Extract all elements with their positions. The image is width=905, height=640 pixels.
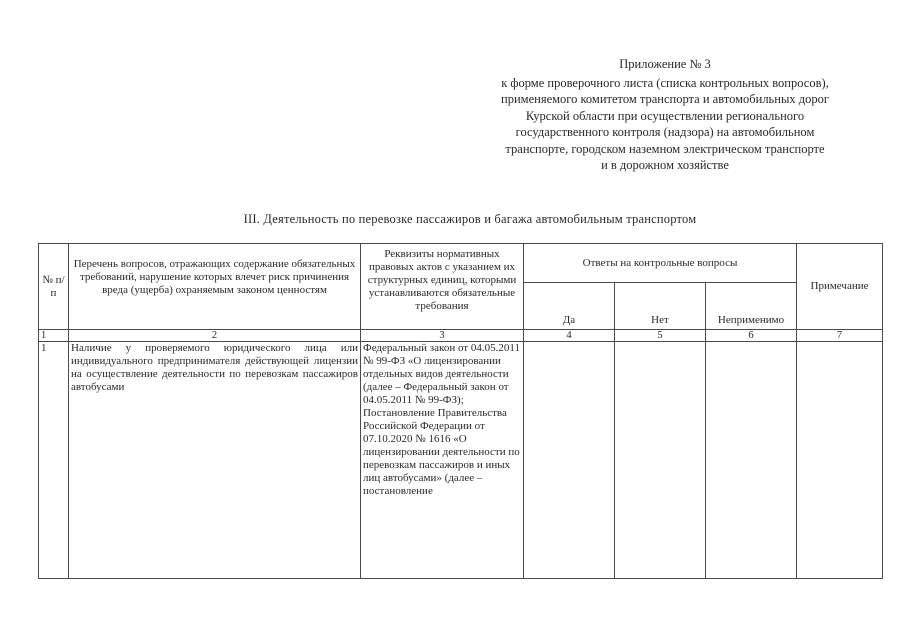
appendix-line: применяемого комитетом транспорта и автомобильных дорог: [501, 92, 829, 106]
appendix-line: Курской области при осуществлении регионального: [525, 108, 805, 123]
column-index-row: [39, 330, 883, 342]
column-index: 7: [797, 330, 883, 342]
header-note: Примечание: [797, 244, 883, 330]
column-index: 5: [615, 330, 706, 342]
column-index: 2: [69, 330, 361, 342]
checklist-table: [38, 243, 883, 579]
header-na: Неприменимо: [706, 283, 797, 330]
appendix-line: к форме проверочного листа (списка контрольных вопросов),: [501, 75, 829, 90]
answer-na-cell[interactable]: [706, 342, 797, 579]
row-question: Наличие у проверяемого юридического лица или индивидуального предпринимателя действующей лицензии на осуществление деятельности по перевозкам пассажиров автобусами: [69, 342, 361, 579]
header-requisites: Реквизиты нормативных правовых актов с указанием их структурных единиц, которыми устанавливаются обязательные требования: [361, 244, 524, 330]
appendix-line: транспорте, городском наземном электрическом транспорте: [505, 141, 825, 156]
answer-no-cell[interactable]: [615, 342, 706, 579]
appendix-header: [455, 56, 875, 174]
appendix-line: и в дорожном хозяйстве: [601, 158, 729, 172]
header-num: № п/п: [39, 244, 69, 330]
appendix-title: Приложение № 3: [619, 57, 711, 71]
section-title: III. Деятельность по перевозке пассажиров и багажа автомобильным транспортом: [243, 212, 697, 226]
column-index: 3: [361, 330, 524, 342]
header-no: Нет: [615, 283, 706, 330]
header-question: Перечень вопросов, отражающих содержание обязательных требований, нарушение которых влечет риск причинения вреда (ущерба) охраняемым законом ценностям: [69, 244, 361, 330]
header-answers: Ответы на контрольные вопросы: [524, 244, 797, 283]
row-requisites: Федеральный закон от 04.05.2011 № 99-ФЗ «О лицензировании отдельных видов деятельности (далее – Федеральный закон от 04.05.2011 № 99-ФЗ); Постановление Правительства Российской Федерации от 07.10.2020 № 1616 «О лицензировании деятельности по перевозкам пассажиров и иных лиц автобусами» (далее – постановление: [361, 342, 524, 579]
header-row: [39, 244, 883, 283]
column-index: 4: [524, 330, 615, 342]
note-cell[interactable]: [797, 342, 883, 579]
appendix-line: государственного контроля (надзора) на автомобильном: [515, 125, 815, 139]
answer-yes-cell[interactable]: [524, 342, 615, 579]
column-index: 1: [39, 330, 69, 342]
header-yes: Да: [524, 283, 615, 330]
column-index: 6: [706, 330, 797, 342]
table-row: [39, 342, 883, 579]
row-num: 1: [39, 342, 69, 579]
